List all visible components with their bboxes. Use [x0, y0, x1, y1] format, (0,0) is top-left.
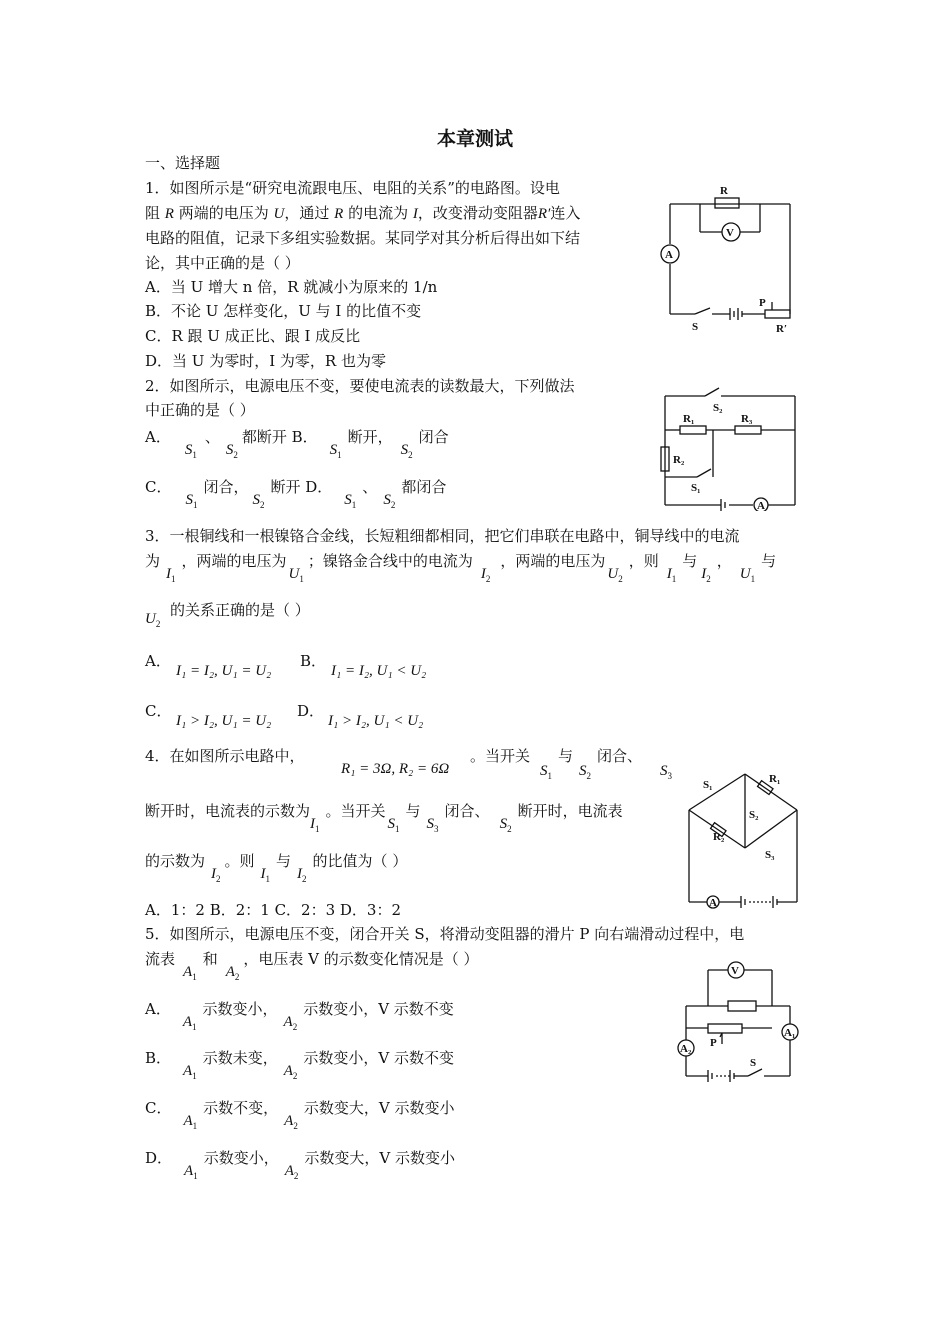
q4-line1-start: 4．在如图所示电路中， — [145, 747, 305, 765]
q3-option-b-label: B． — [300, 652, 327, 670]
q3-option-b: I₁ = I₂, U₁ < U₂ — [331, 663, 427, 679]
q5-fig-v-label: V — [731, 965, 739, 977]
q2-fig-ammeter-label: A — [757, 500, 765, 511]
q3-line1: 3．一根铜线和一根镍铬合金线，长短粗细都相同，把它们串联在电路中，铜导线中的电流 — [145, 527, 740, 545]
section-heading: 一、选择题 — [145, 154, 221, 172]
q4-line1-end: 。当开关$S_1$与$S_2$闭合、$S_3$ — [470, 747, 673, 781]
q4-options: A．1：2 B．2：1 C．2：3 D．3：2 — [145, 901, 402, 919]
q2-fig-r2-label: R₂ — [673, 454, 685, 466]
q1-fig-ammeter-label: A — [665, 249, 673, 261]
q4-line3: 的示数为$I_2$。则$I_1$与$I_2$的比值为（ ） — [145, 852, 408, 884]
q4-equation: R₁ = 3Ω, R₂ = 6Ω — [341, 761, 450, 777]
q3-option-c-label: C． — [145, 702, 172, 720]
q1-line1: 1．如图所示是“研究电流跟电压、电阻的关系”的电路图。设电 — [145, 179, 560, 197]
q5-option-d: D．$A_1$示数变小，$A_2$示数变大，V 示数变小 — [145, 1149, 455, 1181]
q5-fig-s-label: S — [750, 1057, 757, 1069]
q1-line3: 电路的阻值，记录下多组实验数据。某同学对其分析后得出如下结 — [145, 229, 581, 247]
q5-circuit-diagram — [672, 958, 807, 1083]
q2-option-ab: A．$S_1$、$S_2$都断开 B．$S_1$断开，$S_2$闭合 — [145, 428, 449, 460]
q2-fig-s1-label: S₁ — [691, 482, 701, 494]
q5-fig-p-label: P — [710, 1037, 717, 1049]
q4-fig-s2-label: S₂ — [749, 809, 759, 821]
q3-line3: 的关系正确的是（ ） — [170, 601, 310, 619]
q1-fig-s-label: S — [692, 321, 699, 333]
q2-fig-r1-label: R₁ — [683, 413, 695, 425]
q3-option-a-label: A． — [145, 652, 171, 670]
q4-fig-ammeter-label: A — [709, 897, 717, 909]
q3-option-d-label: D． — [297, 702, 325, 720]
q4-circuit-diagram — [683, 768, 803, 914]
q1-fig-p-label: P — [759, 297, 766, 309]
q2-fig-s2-label: S₂ — [713, 402, 723, 414]
q4-fig-s1-label: S₁ — [703, 779, 713, 791]
q1-option-a: A．当 U 增大 n 倍，R 就减小为原来的 1/n — [145, 278, 438, 296]
q3-u2-symbol: $U_2$ — [145, 611, 161, 629]
q2-option-cd: C．$S_1$闭合，$S_2$断开 D．$S_1$、$S_2$都闭合 — [145, 478, 447, 510]
q1-fig-v-label: V — [726, 227, 734, 239]
q2-line2: 中正确的是（ ） — [145, 401, 255, 419]
q5-line1: 5．如图所示，电源电压不变，闭合开关 S，将滑动变阻器的滑片 P 向右端滑动过程中，电 — [145, 925, 745, 943]
q5-line2: 流表$A_1$和$A_2$，电压表 V 的示数变化情况是（ ） — [145, 950, 479, 982]
q1-fig-rp-label: R′ — [776, 323, 788, 335]
q3-option-a: I₁ = I₂, U₁ = U₂ — [176, 663, 272, 679]
page-title: 本章测试 — [436, 128, 513, 150]
q2-line1: 2．如图所示，电源电压不变，要使电流表的读数最大，下列做法 — [145, 377, 575, 395]
q5-option-a: A．$A_1$示数变小，$A_2$示数变小，V 示数不变 — [145, 1000, 454, 1032]
q4-line2: 断开时，电流表的示数为$I_1$。当开关$S_1$与$S_3$闭合、$S_2$断开时，电流表 — [145, 802, 623, 834]
q1-circuit-diagram — [660, 182, 820, 342]
q1-line2: 阻 R 两端的电压为 U，通过 R 的电流为 I，改变滑动变阻器R′连入 — [145, 204, 581, 222]
q2-circuit-diagram — [655, 383, 805, 511]
q2-fig-r3-label: R₃ — [741, 413, 753, 425]
q1-option-c: C．R 跟 U 成正比、跟 I 成反比 — [145, 327, 361, 345]
q1-option-b: B．不论 U 怎样变化，U 与 I 的比值不变 — [145, 302, 422, 320]
q3-line2: 为$I_1$，两端的电压为$U_1$；镍铬金合线中的电流为$I_2$，两端的电压为$U_2$，则$I_1$与$I_2$，$U_1$与 — [145, 552, 777, 584]
q1-option-d: D．当 U 为零时，I 为零，R 也为零 — [145, 352, 386, 370]
q4-fig-r1-label: R₁ — [769, 773, 781, 785]
q1-fig-r-label: R — [720, 185, 728, 197]
q5-option-c: C．$A_1$示数不变，$A_2$示数变大，V 示数变小 — [145, 1099, 455, 1131]
q3-option-c: I₁ > I₂, U₁ = U₂ — [176, 713, 272, 729]
q5-fig-a2-label: A₂ — [680, 1043, 692, 1055]
q5-fig-a1-label: A₁ — [784, 1027, 796, 1039]
q4-fig-r2-label: R₂ — [713, 831, 725, 843]
q5-option-b: B．$A_1$示数未变，$A_2$示数变小，V 示数不变 — [145, 1049, 454, 1081]
q3-option-d: I₁ > I₂, U₁ < U₂ — [328, 713, 424, 729]
q4-fig-s3-label: S₃ — [765, 849, 775, 861]
q1-line4: 论，其中正确的是（ ） — [145, 254, 300, 272]
